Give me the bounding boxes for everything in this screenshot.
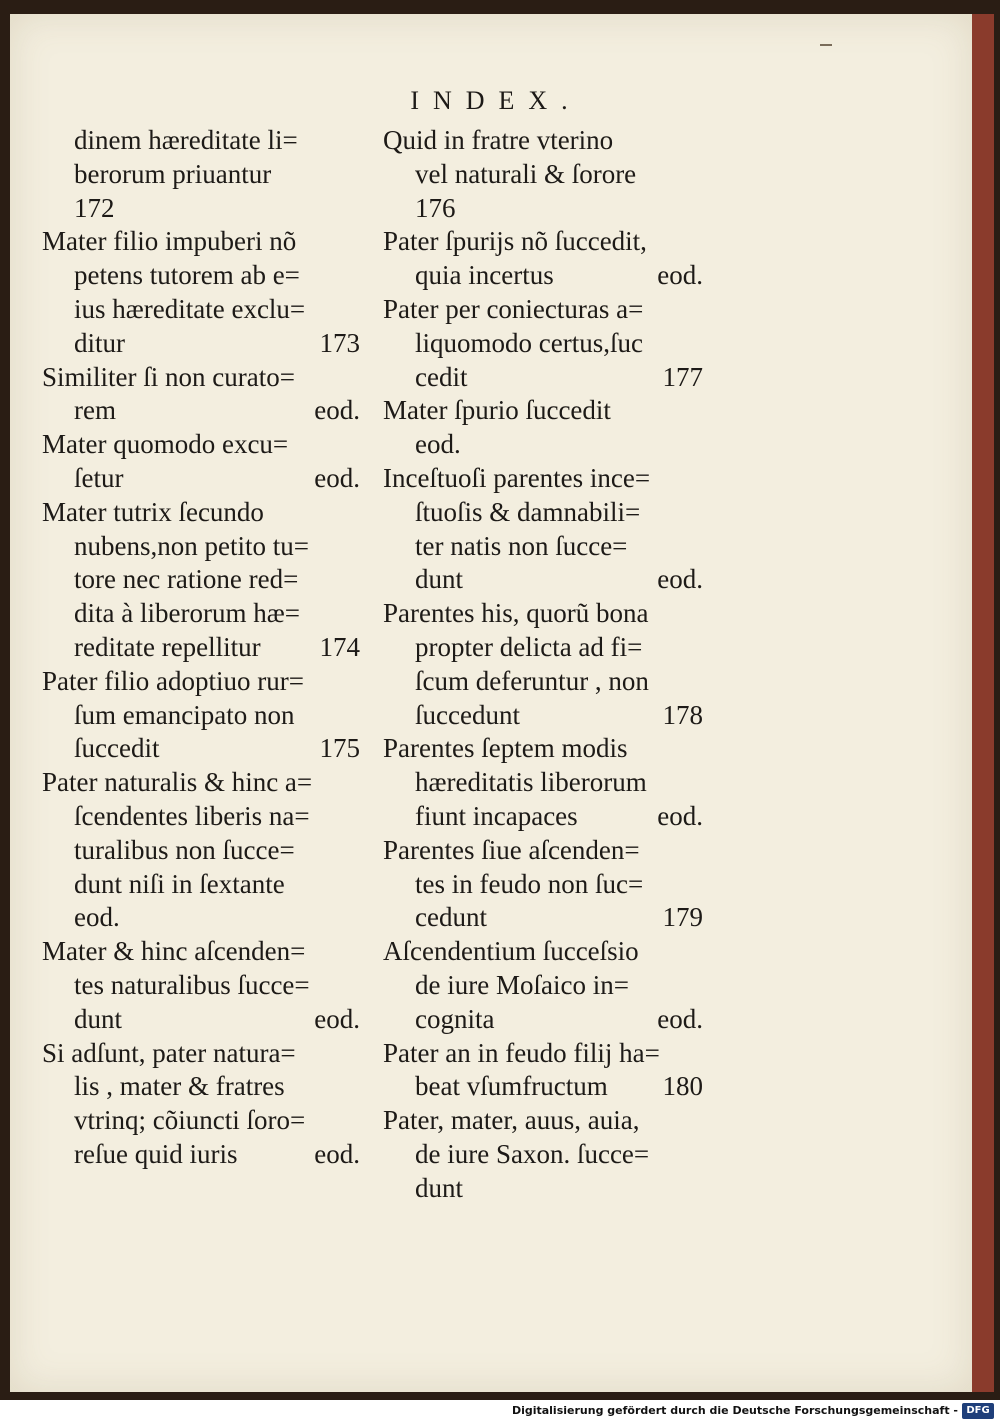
entry-line: lis , mater & fratres [74,1071,285,1102]
entry-line: cognita [415,1003,495,1034]
entry-line: cedit [415,361,468,392]
page-reference: eod. [314,462,360,493]
funding-credit: Digitalisierung gefördert durch die Deutsche Forschungsgemeinschaft - [511,1404,958,1417]
entry-line: Mater & hinc aſcenden= [42,936,306,967]
entry-line: reſue quid iuris [74,1138,238,1169]
index-entry [42,1037,360,1172]
entry-line: fiunt incapaces [415,800,578,831]
entry-line: ſuccedunt [415,699,520,730]
entry-line: hæreditatis liberorum [415,767,647,798]
entry-line: Parentes ſeptem modis [383,733,628,764]
page-reference: eod. [657,260,703,291]
index-entry [383,1104,703,1205]
page-reference: eod. [657,800,703,831]
left-index-column [42,124,360,1172]
entry-line: dinem hæreditate li= [74,125,298,155]
entry-line: tore nec ratione red= [74,564,299,595]
right-index-column [383,124,703,1206]
entry-line: dunt [415,1172,464,1203]
book-page [10,14,972,1392]
page-reference: 175 [319,733,360,764]
entry-line: Mater ſpurio ſuccedit [383,395,611,426]
entry-line: Pater naturalis & hinc a= [42,767,313,798]
entry-line: dita à liberorum hæ= [74,598,300,629]
entry-line: de iure Saxon. ſucce= [415,1138,650,1169]
entry-line: ſcum deferuntur , non [415,665,649,696]
entry-line: Quid in fratre vterino [383,125,614,155]
entry-line: ter natis non ſucce= [415,530,628,561]
page-reference: eod. [314,395,360,426]
entry-line: Si adſunt, pater natura= [42,1037,296,1068]
dfg-logo: DFG [962,1403,994,1419]
index-entry [42,496,360,665]
index-entry [383,732,703,833]
entry-line: dunt [415,564,464,595]
index-entry [383,834,703,935]
entry-line: vtrinq; cõiuncti ſoro= [74,1105,306,1136]
entry-line: Pater ſpurijs nõ ſuccedit, [383,226,647,257]
index-entry [383,124,703,225]
index-entry [42,124,360,225]
page-reference: 174 [319,631,360,662]
entry-line: Mater tutrix ſecundo [42,496,264,527]
index-entry [42,935,360,1036]
entry-line: Aſcendentium ſucceſsio [383,936,639,967]
entry-line: reditate repellitur [74,631,261,662]
entry-line: tes in feudo non ſuc= [415,868,644,899]
entry-line: ſetur [74,462,124,493]
index-entry [383,935,703,1036]
entry-line: Inceſtuoſi parentes ince= [383,462,651,493]
entry-line: Similiter ſi non curato= [42,361,295,392]
entry-line: Pater, mater, auus, auia, [383,1105,640,1136]
entry-line: 172 [74,192,115,223]
entry-line: berorum priuantur [74,158,272,189]
index-entry [42,361,360,429]
entry-line: ſcendentes liberis na= [74,800,310,831]
paper-speck [820,44,832,46]
entry-line: Pater per coniecturas a= [383,293,644,324]
entry-line: quia incertus [415,260,554,291]
entry-line: liquomodo certus,ſuc [415,327,643,358]
entry-line: dunt niſi in ſextante [74,868,285,899]
entry-line: nubens,non petito tu= [74,530,309,561]
entry-line: rem [74,395,116,426]
entry-line: Mater filio impuberi nõ [42,226,297,257]
entry-line: dunt [74,1003,123,1034]
index-entry [383,597,703,732]
index-entry [383,225,703,293]
index-entry [383,293,703,394]
page-edge [972,14,994,1392]
page-reference: 178 [662,699,703,730]
page-reference: eod. [314,1003,360,1034]
entry-line: turalibus non ſucce= [74,834,295,865]
entry-line: propter delicta ad fi= [415,631,643,662]
entry-line: petens tutorem ab e= [74,260,300,291]
entry-line: ſtuoſis & damnabili= [415,496,641,527]
page-reference: eod. [657,564,703,595]
page-reference: 177 [662,361,703,392]
page-reference: eod. [314,1138,360,1169]
entry-line: beat vſumfructum [415,1071,608,1102]
entry-line: vel naturali & ſorore [415,158,637,189]
index-entry [383,394,703,462]
entry-line: Pater an in feudo filij ha= [383,1037,660,1068]
index-entry [42,225,360,360]
entry-line: Parentes ſiue aſcenden= [383,834,640,865]
page-reference: 179 [662,902,703,933]
entry-line: Parentes his, quorũ bona [383,598,649,629]
page-header: INDEX. [410,86,582,115]
entry-line: ſum emancipato non [74,699,295,730]
entry-line: Pater filio adoptiuo rur= [42,665,304,696]
entry-line: ius hæreditate exclu= [74,293,306,324]
entry-line: cedunt [415,902,487,933]
index-entry [383,462,703,597]
entry-line: eod. [415,429,461,460]
entry-line: de iure Moſaico in= [415,969,629,1000]
page-reference: 180 [662,1071,703,1102]
entry-line: tes naturalibus ſucce= [74,969,310,1000]
page-reference: eod. [657,1003,703,1034]
index-entry [42,766,360,935]
entry-line: Mater quomodo excu= [42,429,289,460]
entry-line: ditur [74,327,125,358]
index-entry [42,665,360,766]
entry-line: ſuccedit [74,733,160,764]
entry-line: eod. [74,902,120,933]
index-entry [42,428,360,496]
page-reference: 173 [319,327,360,358]
entry-line: 176 [415,192,456,223]
index-entry [383,1037,703,1105]
